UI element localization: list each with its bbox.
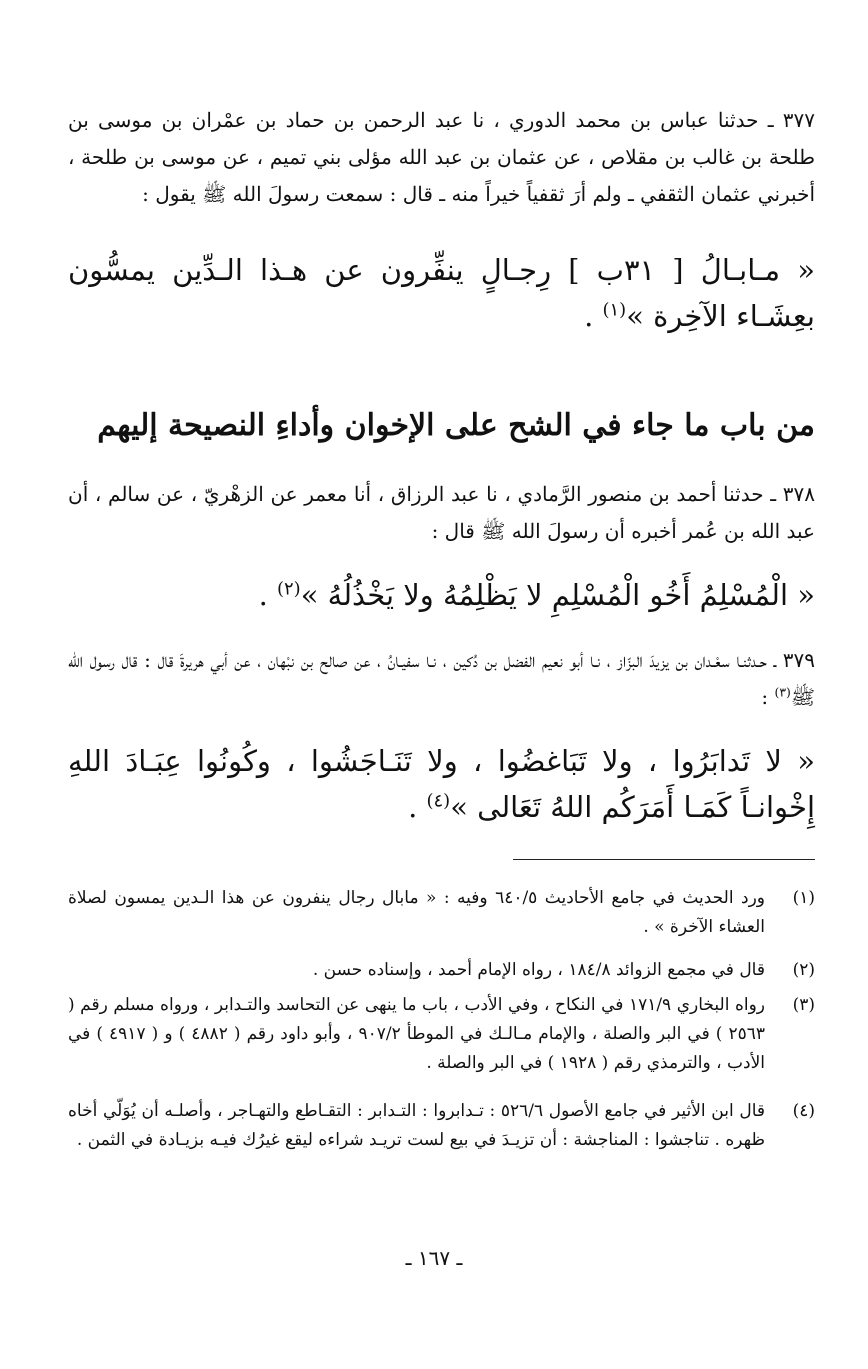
footnote-text: ورد الحديث في جامع الأحاديث ٦٤٠/٥ وفيه : « مابال رجال ينفرون عن هذا الـدين يمسون لصلاة العشاء الآخرة » . bbox=[68, 888, 765, 937]
footnote-ref-4: (٤) bbox=[426, 790, 451, 812]
footnote-ref-3: (٣) bbox=[774, 684, 791, 700]
footnote-text: رواه البخاري ١٧١/٩ في النكاح ، وفي الأدب ، باب ما ينهى عن التحاسد والتـدابر ، ورواه مسلم رقم ( ٢٥٦٣ ) في البر والصلة ، والإمام مـالـك في الموطأ ٩٠٧/٢ ، وأبو داود رقم ( ٤٨٨٢ ) و ( ٤٩١٧ ) في الأدب ، والترمذي رقم ( ١٩٢٨ ) في البر والصلة . bbox=[68, 995, 765, 1073]
hadith-379-matn-text: « لا تَدابَرُوا ، ولا تَبَاغضُوا ، ولا تَنَـاجَشُوا ، وكُونُوا عِبَـادَ اللهِ إِخْوانـاً كَمَـا أَمَرَكُم اللهُ تَعَالى » bbox=[68, 744, 815, 824]
footnote-3 bbox=[68, 991, 815, 1078]
hadith-379-end: . bbox=[408, 790, 427, 824]
page-number: ـ ١٦٧ ـ bbox=[405, 1246, 463, 1270]
hadith-377-isnad: ٣٧٧ ـ حدثنا عباس بن محمد الدوري ، نا عبد الرحمن بن حماد بن عمْران بن موسى بن طلحة بن غالب بن مقلاص ، عن عثمان بن عبد الله مؤلى بني تميم ، عن موسى بن طلحة ، أخبرني عثمان الثقفي ـ ولم أرَ ثقفياً خيراً منه ـ قال : سمعت رسولَ الله ﷺ يقول : bbox=[68, 108, 815, 206]
hadith-379-isnad-end: : bbox=[761, 685, 775, 709]
chapter-heading: من باب ما جاء في الشح على الإخوان وأداءِ النصيحة إليهم bbox=[97, 408, 815, 443]
hadith-377-matn-text: « مـابـالُ [ ٣١ب ] رِجـالٍ ينفِّرون عن هـذا الـدِّين يمسُّون بعِشَـاء الآخِرة » bbox=[68, 253, 815, 333]
footnote-text: قال ابن الأثير في جامع الأصول ٥٢٦/٦ : تـدابروا : التـدابر : التقـاطع والتهـاجر ، وأصلـه أن يُوَلّي أخاه ظهره . تناجشوا : المناجشة : أن تزيـدَ في بيع لست تريـد شراءه ليقع غيرُك فيـه بزيـادة في الثمن . bbox=[68, 1101, 766, 1150]
hadith-377-end: . bbox=[584, 299, 603, 333]
hadith-379-matn bbox=[68, 738, 815, 830]
footnote-text: قال في مجمع الزوائد ١٨٤/٨ ، رواه الإمام أحمد ، وإسناده حسن . bbox=[312, 960, 765, 980]
hadith-377-matn bbox=[68, 247, 815, 339]
footnote-ref-1: (١) bbox=[602, 299, 627, 321]
footnote-ref-2: (٢) bbox=[277, 578, 301, 600]
footnote-number: (٤) bbox=[792, 1101, 815, 1121]
footnote-4 bbox=[68, 1097, 815, 1155]
hadith-378-end: . bbox=[258, 578, 277, 612]
footnote-2 bbox=[68, 956, 815, 985]
footnote-number: (٢) bbox=[792, 960, 815, 980]
hadith-379-isnad bbox=[68, 642, 815, 716]
footnote-number: (٣) bbox=[792, 995, 815, 1015]
hadith-379-isnad-text: ٣٧٩ ـ حـدثنـا سعْـدان بن يزيدَ البزّاز ، نـا أبو نعيم الفضل بن دُكين ، نـا سفيـانُ ، عن صالح بن نبْهان ، عن أبي هريرةَ قال : قال رسول الله ﷺ bbox=[68, 648, 815, 709]
hadith-378-isnad: ٣٧٨ ـ حدثنا أحمد بن منصور الرَّمادي ، نا عبد الرزاق ، أنا معمر عن الزهْريّ ، عن سالم ، أن عبد الله بن عُمر أخبره أن رسولَ الله ﷺ قال : bbox=[68, 482, 815, 543]
hadith-378-matn-text: « الْمُسْلِمُ أَخُو الْمُسْلِمِ لا يَظْلِمُهُ ولا يَخْذُلُهُ » bbox=[300, 578, 815, 612]
footnote-number: (١) bbox=[792, 888, 815, 908]
footnote-separator bbox=[513, 859, 815, 860]
hadith-378-matn bbox=[68, 572, 815, 618]
footnote-1 bbox=[68, 884, 815, 942]
